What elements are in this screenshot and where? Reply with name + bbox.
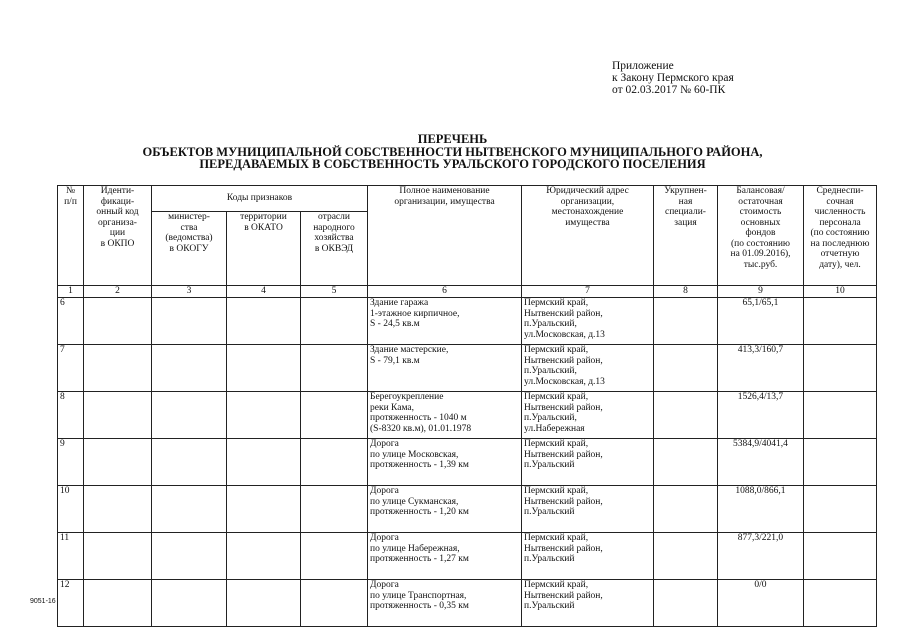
property-address-line: Нытвенский район, (524, 308, 603, 319)
header-line: дату), чел. (819, 259, 861, 270)
property-name-line: S - 79,1 кв.м (370, 355, 420, 366)
property-address-line: Пермский край, (524, 392, 589, 402)
row-number: 8 (58, 392, 84, 439)
property-name-line: протяженность - 1,20 км (370, 507, 469, 517)
column-number: 9 (718, 286, 804, 298)
row-number: 9 (58, 439, 84, 486)
header-line: в ОКОГУ (169, 243, 209, 254)
header-line: п/п (64, 196, 77, 207)
okved-cell (301, 533, 368, 580)
property-name (368, 392, 522, 439)
column-number: 2 (84, 286, 152, 298)
okved-cell (301, 486, 368, 533)
property-address-line: п.Уральский, (524, 319, 577, 329)
property-address-line: п.Уральский, (524, 366, 577, 376)
property-name-line: Дорога (370, 580, 399, 590)
header-line: персонала (819, 217, 861, 228)
property-name-line: реки Кама, (370, 402, 415, 413)
property-address-line: Пермский край, (524, 298, 589, 308)
property-name-line: по улице Набережная, (370, 543, 460, 554)
okogu-cell (152, 345, 227, 392)
property-address-line: Нытвенский район, (524, 355, 603, 366)
specialization-cell (654, 580, 718, 627)
property-name (368, 345, 522, 392)
property-name (368, 439, 522, 486)
property-address-line: Нытвенский район, (524, 590, 603, 601)
specialization-cell (654, 345, 718, 392)
header-line: в ОКПО (100, 238, 135, 249)
property-name-line: Дорога (370, 486, 399, 496)
property-name-line: протяженность - 1040 м (370, 413, 467, 423)
header-line: фикаци- (100, 196, 135, 207)
header-cell-okogu (152, 212, 227, 286)
header-line: отрасли (318, 212, 350, 222)
column-number: 10 (804, 286, 877, 298)
property-name-line: S - 24,5 кв.м (370, 319, 420, 329)
header-line: в ОКВЭД (314, 243, 354, 254)
title-line: ОБЪЕКТОВ МУНИЦИПАЛЬНОЙ СОБСТВЕННОСТИ НЫТВЕНСКОГО МУНИЦИПАЛЬНОГО РАЙОНА, (142, 144, 763, 159)
property-address-line: ул.Московская, д.13 (524, 329, 605, 340)
okogu-cell (152, 392, 227, 439)
header-line: на 01.09.2016), (730, 249, 791, 259)
property-address-line: п.Уральский (524, 507, 575, 517)
row-number: 12 (58, 580, 84, 627)
okved-cell (301, 298, 368, 345)
column-number: 8 (654, 286, 718, 298)
specialization-cell (654, 298, 718, 345)
property-address-line: п.Уральский, (524, 413, 577, 423)
balance-value: 877,3/221,0 (718, 533, 804, 580)
property-name-line: протяженность - 1,39 км (370, 460, 469, 470)
property-address-line: п.Уральский (524, 601, 575, 611)
header-line: сочная (826, 196, 854, 207)
property-name (368, 486, 522, 533)
header-line: ции (109, 228, 126, 238)
header-line: (по состоянию (810, 228, 870, 238)
header-line: отчетную (820, 249, 860, 259)
okato-cell (227, 486, 301, 533)
column-number: 6 (368, 286, 522, 298)
header-line: зация (674, 217, 697, 228)
table-body (58, 286, 877, 627)
okved-cell (301, 580, 368, 627)
header-line: численность (814, 207, 866, 217)
property-address (522, 486, 654, 533)
table-row (58, 298, 877, 345)
column-number: 1 (58, 286, 84, 298)
appendix-line: Приложение (612, 60, 674, 72)
header-line: фондов (745, 228, 776, 238)
header-line: министер- (168, 212, 210, 222)
property-address-line: Нытвенский район, (524, 402, 603, 413)
staff-count-cell (804, 486, 877, 533)
okved-cell (301, 345, 368, 392)
specialization-cell (654, 392, 718, 439)
header-line: на последнюю (810, 238, 870, 249)
okpo-cell (84, 533, 152, 580)
property-name-line: протяженность - 1,27 км (370, 554, 469, 564)
table-row (58, 439, 877, 486)
property-table (57, 185, 877, 627)
header-line: основных (740, 217, 781, 228)
row-number: 11 (58, 533, 84, 580)
header-line: организа- (98, 217, 137, 228)
row-number: 6 (58, 298, 84, 345)
okogu-cell (152, 298, 227, 345)
property-address (522, 392, 654, 439)
property-address (522, 439, 654, 486)
balance-value: 413,3/160,7 (718, 345, 804, 392)
property-name-line: Дорога (370, 439, 399, 449)
property-address-line: Пермский край, (524, 580, 589, 590)
header-line: стоимость (739, 207, 782, 217)
okpo-cell (84, 298, 152, 345)
property-address-line: Пермский край, (524, 439, 589, 449)
header-line: территории (240, 212, 287, 222)
table-row (58, 580, 877, 627)
property-address-line: Нытвенский район, (524, 449, 603, 460)
property-name-line: Здание мастерские, (370, 345, 449, 355)
appendix-line: от 02.03.2017 № 60-ПК (612, 84, 726, 96)
column-number: 3 (152, 286, 227, 298)
okato-cell (227, 298, 301, 345)
header-line: народного (313, 222, 355, 233)
okato-cell (227, 533, 301, 580)
property-address-line: Нытвенский район, (524, 496, 603, 507)
okato-cell (227, 580, 301, 627)
header-cell-no (58, 186, 84, 286)
table-row (58, 533, 877, 580)
property-name-line: Здание гаража (370, 298, 429, 308)
table-row (58, 392, 877, 439)
title-line: ПЕРЕЧЕНЬ (417, 132, 488, 146)
header-cell-staff (804, 186, 877, 286)
property-address-line: п.Уральский (524, 554, 575, 564)
okpo-cell (84, 392, 152, 439)
header-line: Балансовая/ (736, 186, 785, 196)
header-line: остаточная (738, 196, 783, 207)
column-number-row (58, 286, 877, 298)
header-cell-address (522, 186, 654, 286)
specialization-cell (654, 486, 718, 533)
property-name (368, 580, 522, 627)
property-address-line: Пермский край, (524, 533, 589, 543)
header-line: ная (678, 196, 693, 207)
appendix-note (612, 60, 734, 96)
property-address-line: Пермский край, (524, 345, 589, 355)
document-code: 9051-16 (30, 598, 56, 605)
property-name-line: по улице Московская, (370, 449, 459, 460)
specialization-cell (654, 533, 718, 580)
header-cell-okpo (84, 186, 152, 286)
header-line: Иденти- (100, 186, 135, 196)
staff-count-cell (804, 533, 877, 580)
header-line: тыс.руб. (743, 259, 778, 270)
table-header (58, 186, 877, 286)
property-address (522, 298, 654, 345)
header-line: № (65, 186, 76, 196)
balance-value: 0/0 (718, 580, 804, 627)
property-name-line: протяженность - 0,35 км (370, 601, 469, 611)
header-line: Юридический адрес (546, 186, 629, 196)
property-address (522, 533, 654, 580)
staff-count-cell (804, 392, 877, 439)
header-cell-value (718, 186, 804, 286)
okpo-cell (84, 345, 152, 392)
okpo-cell (84, 486, 152, 533)
property-address-line: Нытвенский район, (524, 543, 603, 554)
property-name-line: 1-этажное кирпичное, (370, 308, 460, 319)
okato-cell (227, 345, 301, 392)
balance-value: 1526,4/13,7 (718, 392, 804, 439)
okpo-cell (84, 439, 152, 486)
header-cell-codes: Коды признаков (152, 186, 368, 212)
staff-count-cell (804, 298, 877, 345)
document-title (60, 133, 845, 171)
header-line: Укрупнен- (664, 186, 707, 196)
property-name (368, 533, 522, 580)
staff-count-cell (804, 439, 877, 486)
header-cell-okved (301, 212, 368, 286)
property-name-line: по улице Сукманская, (370, 496, 459, 507)
property-address-line: п.Уральский (524, 460, 575, 470)
okato-cell (227, 392, 301, 439)
header-line: онный код (96, 207, 139, 217)
row-number: 7 (58, 345, 84, 392)
balance-value: 65,1/65,1 (718, 298, 804, 345)
header-line: Среднеспи- (816, 186, 864, 196)
property-address-line: ул.Московская, д.13 (524, 376, 605, 387)
okogu-cell (152, 533, 227, 580)
column-number: 5 (301, 286, 368, 298)
okogu-cell (152, 486, 227, 533)
okved-cell (301, 439, 368, 486)
balance-value: 1088,0/866,1 (718, 486, 804, 533)
property-address-line: ул.Набережная (524, 423, 585, 434)
property-name-line: Дорога (370, 533, 399, 543)
header-line: хозяйства (314, 233, 354, 243)
header-line: в ОКАТО (244, 222, 283, 233)
row-number: 10 (58, 486, 84, 533)
header-line: организации, имущества (394, 196, 495, 207)
okved-cell (301, 392, 368, 439)
header-line: ства (180, 222, 198, 233)
appendix-line: к Закону Пермского края (612, 72, 734, 84)
header-line: имущества (565, 217, 610, 228)
header-line: Полное наименование (399, 186, 490, 196)
header-line: (по состоянию (730, 238, 791, 249)
property-address-line: Пермский край, (524, 486, 589, 496)
property-address (522, 580, 654, 627)
okogu-cell (152, 439, 227, 486)
okpo-cell (84, 580, 152, 627)
header-line: специали- (665, 207, 706, 217)
header-cell-specialization (654, 186, 718, 286)
staff-count-cell (804, 580, 877, 627)
property-name-line: (S-8320 кв.м), 01.01.1978 (370, 423, 472, 434)
table-row (58, 486, 877, 533)
header-cell-okato (227, 212, 301, 286)
balance-value: 5384,9/4041,4 (718, 439, 804, 486)
property-address (522, 345, 654, 392)
header-line: местонахождение (551, 207, 624, 217)
property-name-line: по улице Транспортная, (370, 590, 467, 601)
column-number: 7 (522, 286, 654, 298)
okato-cell (227, 439, 301, 486)
column-number: 4 (227, 286, 301, 298)
okogu-cell (152, 580, 227, 627)
header-line: (ведомства) (165, 233, 213, 243)
table-row (58, 345, 877, 392)
header-line: организации, (560, 196, 615, 207)
header-cell-name (368, 186, 522, 286)
property-name (368, 298, 522, 345)
specialization-cell (654, 439, 718, 486)
property-name-line: Берегоукрепление (370, 392, 444, 402)
title-line: ПЕРЕДАВАЕМЫХ В СОБСТВЕННОСТЬ УРАЛЬСКОГО ГОРОДСКОГО ПОСЕЛЕНИЯ (199, 157, 706, 171)
staff-count-cell (804, 345, 877, 392)
